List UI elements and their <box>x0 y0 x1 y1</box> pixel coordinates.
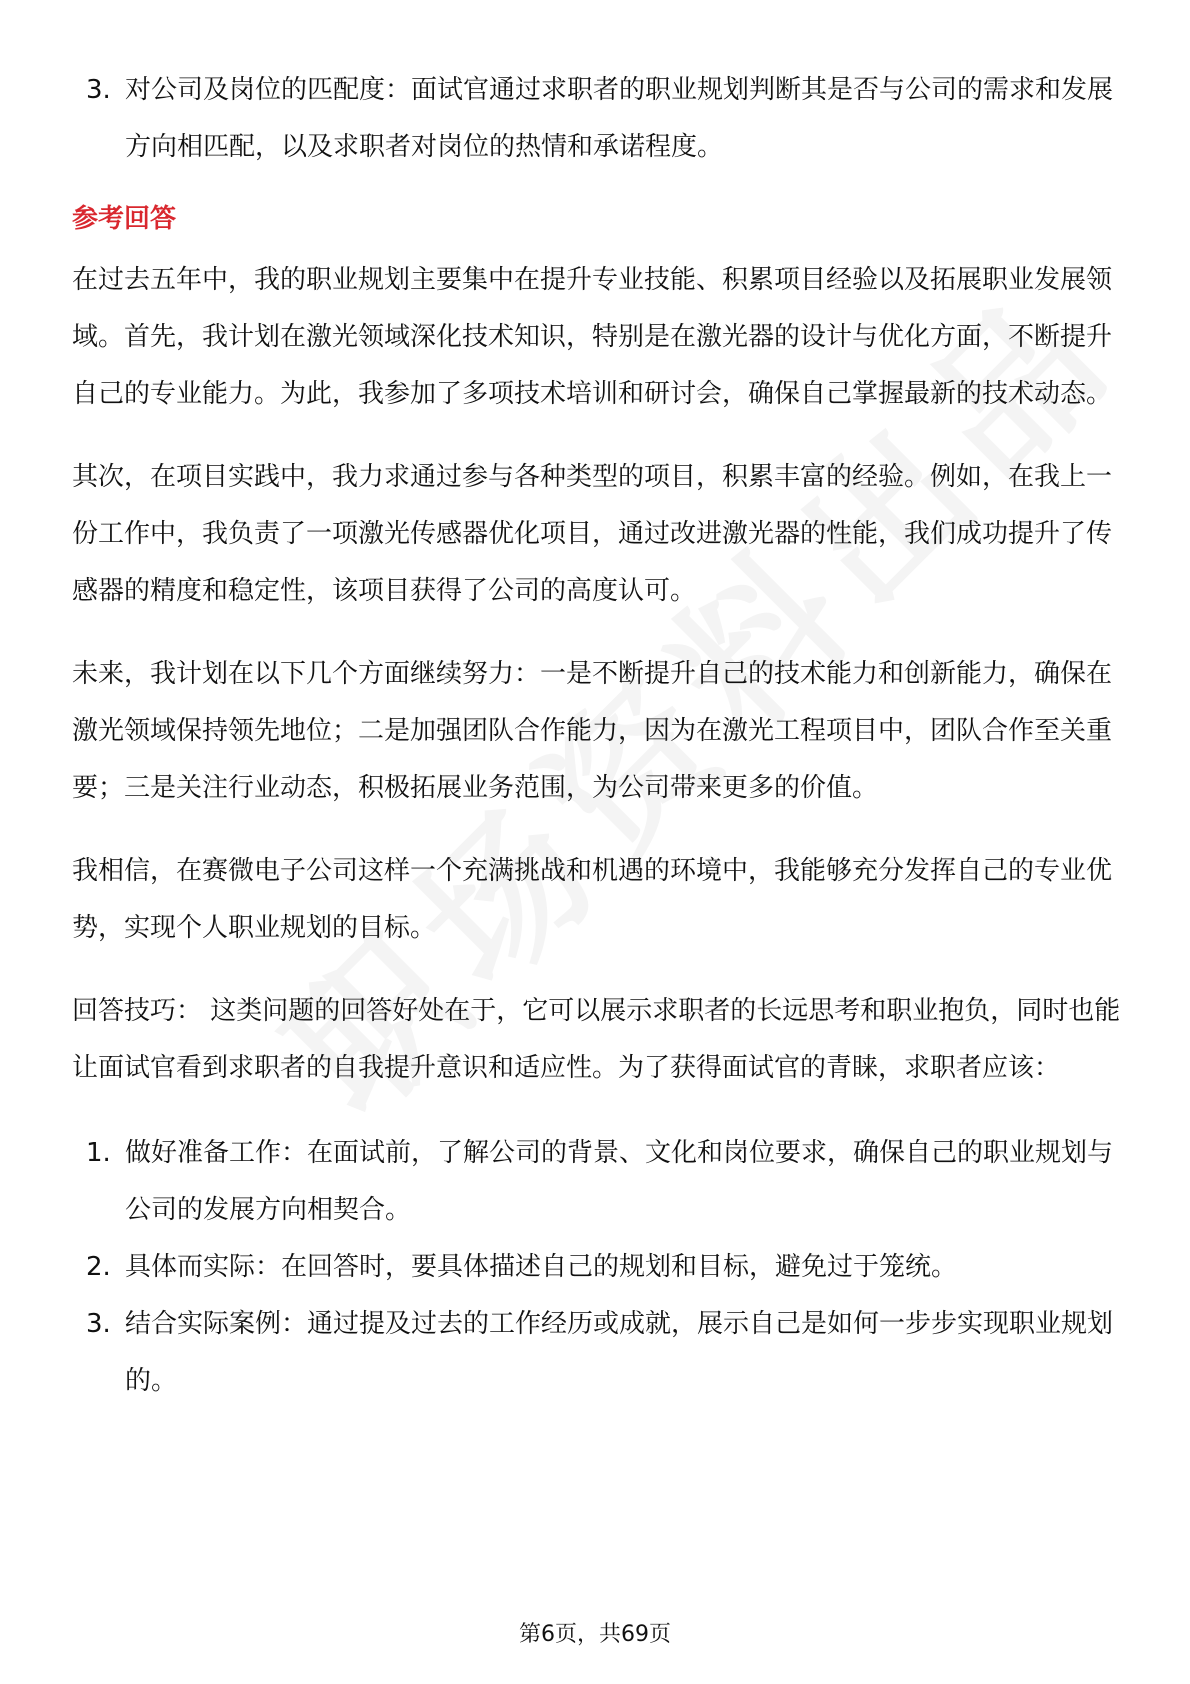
list-item-text: 做好准备工作：在面试前，了解公司的背景、文化和岗位要求，确保自己的职业规划与公司的发展方向相契合。 <box>125 1138 1114 1225</box>
list-item-number: 2. <box>86 1252 111 1282</box>
list-item <box>72 1296 1124 1410</box>
reference-answer-heading: 参考回答 <box>72 204 177 234</box>
tips-list <box>72 1125 1124 1410</box>
page-content <box>72 62 1124 1410</box>
list-item-text: 对公司及岗位的匹配度：面试官通过求职者的职业规划判断其是否与公司的需求和发展方向相匹配，以及求职者对岗位的热情和承诺程度。 <box>125 75 1114 162</box>
list-item-number: 3. <box>86 1309 111 1339</box>
answer-paragraph-1: 在过去五年中，我的职业规划主要集中在提升专业技能、积累项目经验以及拓展职业发展领域。首先，我计划在激光领域深化技术知识，特别是在激光器的设计与优化方面，不断提升自己的专业能力。为此，我参加了多项技术培训和研讨会，确保自己掌握最新的技术动态。 <box>72 265 1113 409</box>
list-item-number: 1. <box>86 1138 111 1168</box>
page-number-footer: 第6页，共69页 <box>519 1622 671 1647</box>
list-item-text: 结合实际案例：通过提及过去的工作经历或成就，展示自己是如何一步步实现职业规划的。 <box>125 1309 1114 1396</box>
list-item <box>72 1125 1124 1239</box>
answer-paragraph-3: 未来，我计划在以下几个方面继续努力：一是不断提升自己的技术能力和创新能力，确保在激光领域保持领先地位；二是加强团队合作能力，因为在激光工程项目中，团队合作至关重要；三是关注行业动态，积极拓展业务范围，为公司带来更多的价值。 <box>72 659 1113 803</box>
criteria-list <box>72 62 1124 176</box>
answer-paragraph-4: 我相信，在赛微电子公司这样一个充满挑战和机遇的环境中，我能够充分发挥自己的专业优势，实现个人职业规划的目标。 <box>72 856 1113 943</box>
list-item-number: 3. <box>86 75 111 105</box>
list-item-text: 具体而实际：在回答时，要具体描述自己的规划和目标，避免过于笼统。 <box>125 1252 958 1282</box>
list-item <box>72 62 1124 176</box>
answer-tips-paragraph: 回答技巧： 这类问题的回答好处在于，它可以展示求职者的长远思考和职业抱负，同时也能让面试官看到求职者的自我提升意识和适应性。为了获得面试官的青睐，求职者应该： <box>72 996 1121 1083</box>
answer-paragraph-2: 其次，在项目实践中，我力求通过参与各种类型的项目，积累丰富的经验。例如，在我上一份工作中，我负责了一项激光传感器优化项目，通过改进激光器的性能，我们成功提升了传感器的精度和稳定性，该项目获得了公司的高度认可。 <box>72 462 1113 606</box>
list-item <box>72 1239 1124 1296</box>
